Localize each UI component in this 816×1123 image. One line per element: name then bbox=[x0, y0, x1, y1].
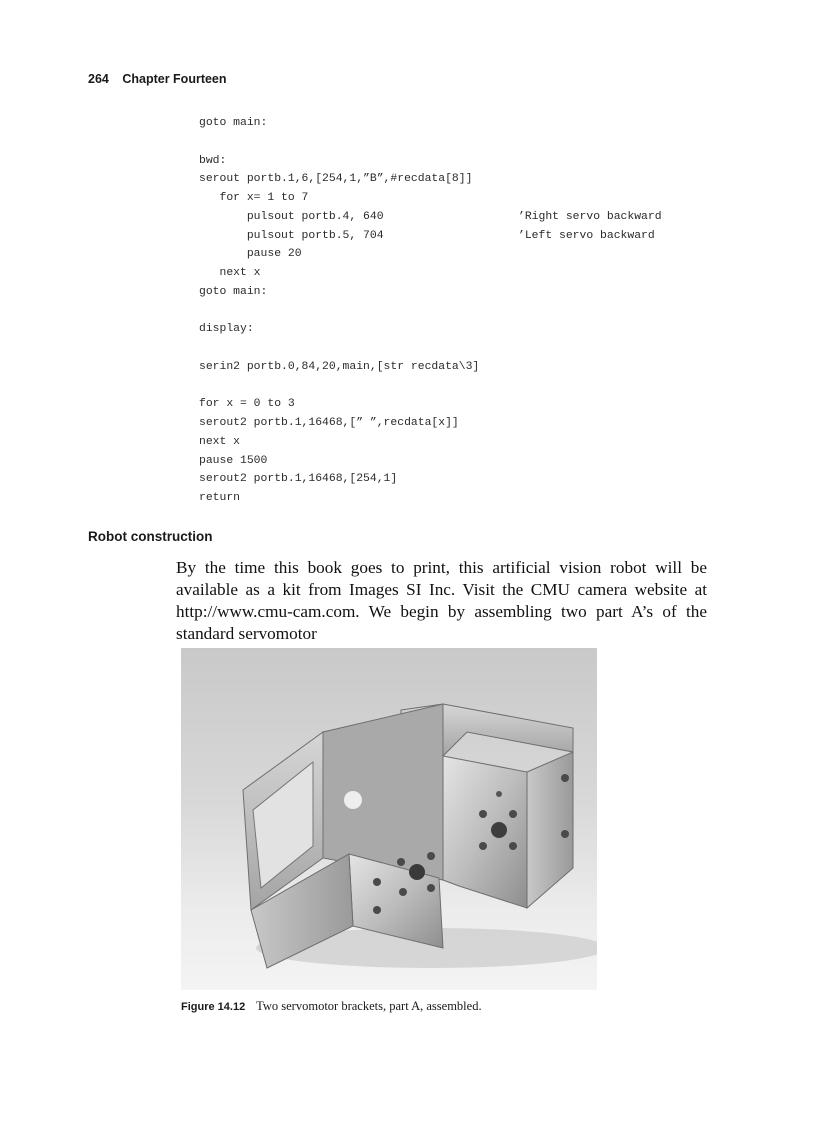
code-line: next x bbox=[199, 267, 261, 279]
page-number: 264 bbox=[88, 72, 109, 86]
code-line: goto main: bbox=[199, 117, 268, 129]
code-text: pulsout portb.5, 704 bbox=[199, 229, 384, 242]
code-line: return bbox=[199, 492, 241, 504]
code-line: bwd: bbox=[199, 154, 227, 167]
code-listing bbox=[199, 114, 719, 508]
figure-photo bbox=[181, 648, 597, 990]
code-line: serout portb.1,6,[254,1,”B”,#recdata[8]] bbox=[199, 173, 473, 186]
code-line: serout2 portb.1,16468,[254,1] bbox=[199, 473, 398, 486]
code-line: display: bbox=[199, 323, 254, 336]
figure-caption bbox=[181, 999, 482, 1014]
body-paragraph: By the time this book goes to print, this artificial vision robot will be available as a kit from Images SI Inc. Visit the CMU camera website at http://www.cmu-cam.com. We begin by assembling two part A’s of the standard servomotor bbox=[176, 558, 707, 643]
code-line: pause 20 bbox=[199, 248, 302, 261]
code-line: for x = 0 to 3 bbox=[199, 398, 295, 411]
code-line bbox=[199, 302, 719, 321]
figure-caption-text: Two servomotor brackets, part A, assembled. bbox=[256, 999, 482, 1013]
code-line bbox=[199, 133, 719, 152]
servo-bracket-illustration bbox=[181, 648, 597, 990]
code-line bbox=[199, 208, 719, 227]
page-header bbox=[88, 72, 227, 86]
code-line: pause 1500 bbox=[199, 454, 268, 467]
code-line bbox=[199, 377, 719, 396]
code-line bbox=[199, 339, 719, 358]
code-line: next x bbox=[199, 435, 241, 448]
figure-label: Figure 14.12 bbox=[181, 1001, 246, 1013]
chapter-title: Chapter Fourteen bbox=[122, 72, 227, 86]
code-line bbox=[199, 227, 719, 246]
code-text: pulsout portb.4, 640 bbox=[199, 210, 384, 223]
section-heading: Robot construction bbox=[88, 529, 213, 544]
code-line: serout2 portb.1,16468,[” ”,recdata[x]] bbox=[199, 417, 459, 429]
code-line: for x= 1 to 7 bbox=[199, 192, 309, 204]
code-line: serin2 portb.0,84,20,main,[str recdata\3] bbox=[199, 360, 480, 373]
code-comment: ’Left servo backward bbox=[518, 229, 655, 242]
code-comment: ’Right servo backward bbox=[518, 210, 662, 223]
code-line: goto main: bbox=[199, 285, 268, 298]
